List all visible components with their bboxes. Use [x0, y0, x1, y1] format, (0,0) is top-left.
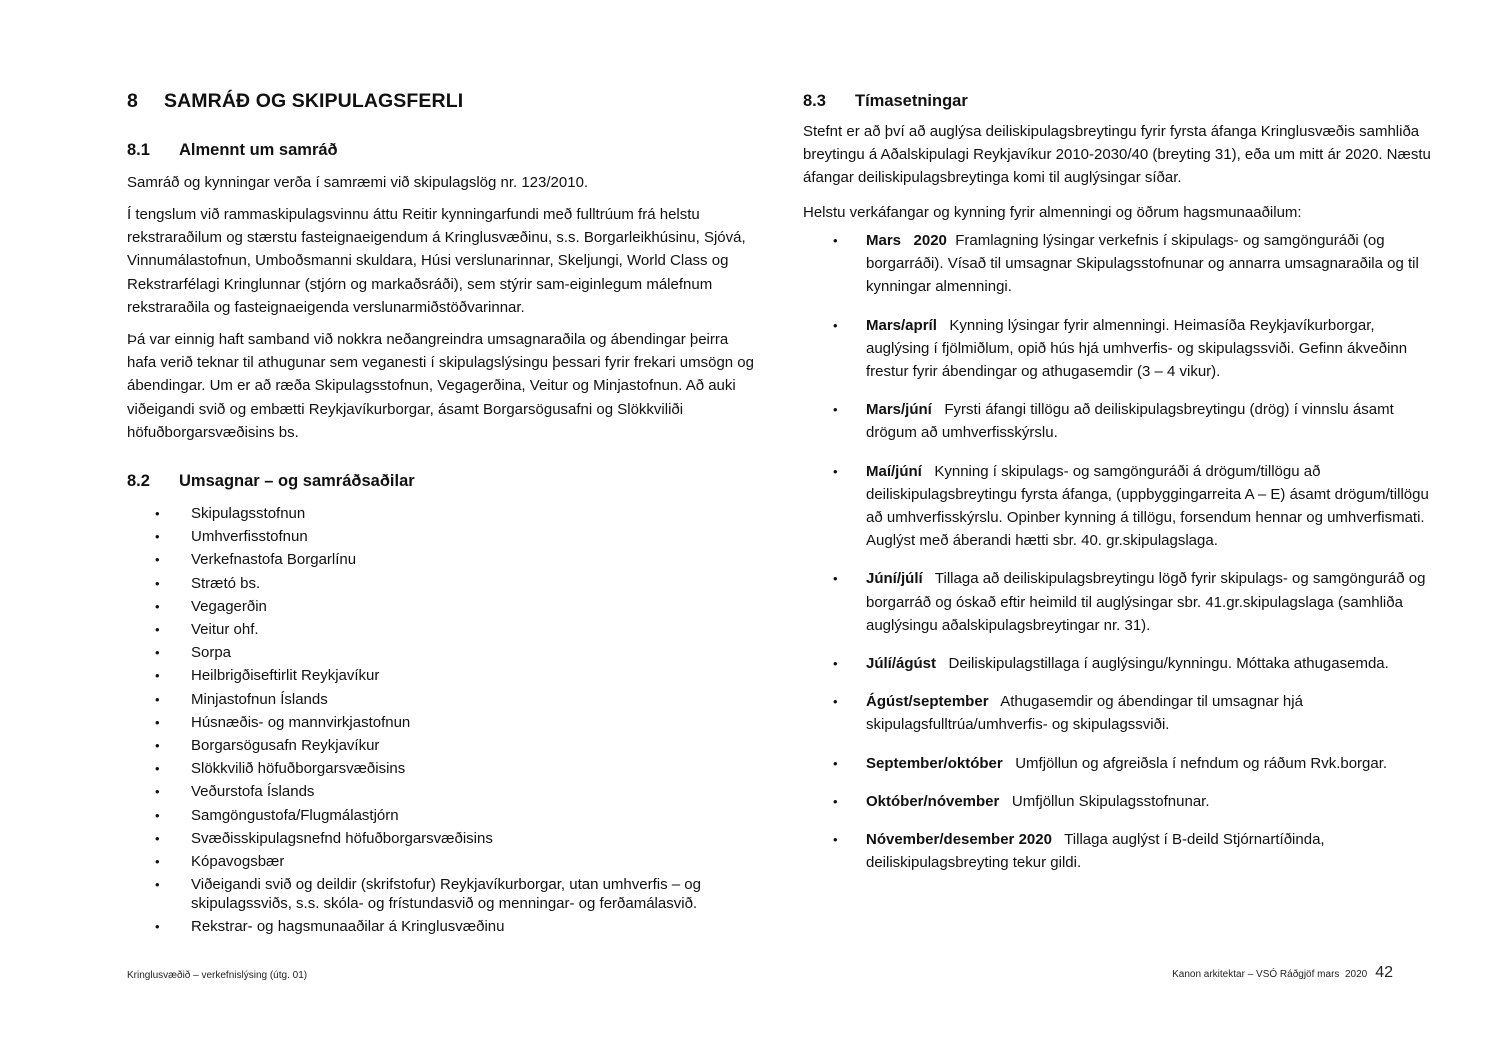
list-item	[127, 711, 757, 734]
timeline-item	[803, 690, 1433, 736]
list-item-text: Skipulagsstofnun	[191, 505, 306, 522]
bullet-icon: •	[155, 668, 160, 684]
bullet-icon: •	[155, 854, 160, 870]
list-item	[127, 572, 757, 595]
list-item-text: Vegagerðin	[191, 597, 267, 615]
bullet-icon: •	[155, 714, 160, 730]
paragraph: Stefnt er að því að auglýsa deiliskipulagsbreytingu fyrir fyrsta áfanga Kringlusvæðis samhliða breytingu á Aðalskipulagi Reykjavíkur 2010-2030/40 (breyting 31), eða um mitt ár 2020. Næstu áfangar deiliskipulagsbreytinga komi til auglýsingar síðar.	[803, 123, 1431, 187]
list-item-text: Borgarsögusafn Reykjavíkur	[191, 737, 380, 755]
timeline-item	[803, 790, 1433, 813]
bullet-icon: •	[155, 552, 160, 568]
list-item-text: Slökkvilið höfuðborgarsvæðisins	[191, 760, 406, 778]
list-item-text: Sorpa	[191, 644, 232, 662]
timeline-term: Maí/júní	[866, 462, 922, 480]
bullet-icon: •	[833, 463, 838, 479]
list-item	[127, 688, 757, 711]
chapter-title: SAMRÁÐ OG SKIPULAGSFERLI	[164, 90, 464, 112]
bullet-icon: •	[155, 598, 160, 614]
list-item	[127, 618, 757, 641]
bullet-icon: •	[155, 529, 160, 545]
section-8-2-heading	[127, 472, 415, 491]
list-item-text: Strætó bs.	[191, 574, 261, 592]
timeline-text: Tillaga að deiliskipulagsbreytingu lögð fyrir skipulags- og samgönguráð og borgarráð og óskað eftir heimild til auglýsingar sbr. 41.gr.skipulagslaga (samhliða auglýsingu aðalskipulagsbreytingar nr. 31).	[866, 570, 1426, 634]
list-item-text: Verkefnastofa Borgarlínu	[191, 551, 357, 569]
chapter-number: 8	[127, 90, 138, 112]
bullet-icon: •	[155, 807, 160, 823]
bullet-icon: •	[833, 832, 838, 848]
timeline-item	[803, 460, 1433, 553]
timeline-text: Framlagning lýsingar verkefnis í skipulags- og samgönguráði (og borgarráði). Vísað til umsagnar Skipulagsstofnunar og annarra umsagnaraðila og til kynningar almenningi.	[866, 232, 1419, 296]
bullet-icon: •	[833, 656, 838, 672]
list-item	[127, 664, 757, 687]
list-item-text: Samgöngustofa/Flugmálastjórn	[191, 806, 399, 824]
paragraph: Samráð og kynningar verða í samræmi við skipulagslög nr. 123/2010.	[127, 174, 589, 191]
section-title: Tímasetningar	[855, 92, 968, 110]
section-number: 8.1	[127, 141, 150, 159]
list-item	[127, 804, 757, 827]
timeline-term: Nóvember/desember 2020	[866, 831, 1052, 849]
section-8-1-heading	[127, 141, 338, 160]
list-item	[127, 827, 757, 850]
bullet-icon: •	[833, 233, 838, 248]
timeline-term: Mars 2020	[866, 232, 947, 249]
list-item-text: Viðeigandi svið og deildir (skrifstofur) Reykjavíkurborgar, utan umhverfis – og skipulagssviðs, s.s. skóla- og frístundasvið og menningar- og ferðamálasvið.	[191, 876, 701, 913]
timeline-list	[803, 229, 1433, 874]
timeline-item	[803, 229, 1433, 299]
list-item	[127, 548, 757, 571]
list-item	[127, 757, 757, 780]
list-item	[127, 734, 757, 757]
timeline-item	[803, 567, 1433, 637]
section-title: Umsagnar – og samráðsaðilar	[179, 472, 415, 490]
timeline-item	[803, 652, 1433, 675]
timeline-term: Mars/júní	[866, 401, 932, 419]
list-item-text: Rekstrar- og hagsmunaaðilar á Kringlusvæðinu	[191, 918, 505, 936]
list-item	[127, 915, 757, 938]
list-item-text: Heilbrigðiseftirlit Reykjavíkur	[191, 667, 380, 685]
bullet-icon: •	[833, 755, 838, 771]
bullet-icon: •	[833, 793, 838, 809]
list-item-text: Veðurstofa Íslands	[191, 783, 315, 801]
section-title: Almennt um samráð	[179, 141, 338, 159]
page-number: 42	[1375, 964, 1393, 981]
timeline-term: Október/nóvember	[866, 792, 1000, 810]
list-item	[127, 780, 757, 803]
bullet-icon: •	[155, 738, 160, 754]
chapter-heading	[127, 90, 463, 113]
timeline-item	[803, 752, 1433, 775]
timeline-term: September/október	[866, 754, 1003, 772]
bullet-icon: •	[155, 784, 160, 800]
list-item-text: Minjastofnun Íslands	[191, 690, 328, 708]
list-item	[127, 850, 757, 873]
paragraph: Í tengslum við rammaskipulagsvinnu áttu Reitir kynningarfundi með fulltrúum frá helstu rekstraraðilum og stærstu fasteignaeigendum á Kringlusvæðinu, s.s. Borgarleikhúsinu, Sjóvá, Vinnumálastofnun, Umboðsmanni skuldara, Húsi verslunarinnar, Skeljungi, World Class og Rekstrarfélagi Kringlunnar (stjórn og markaðsráði), sem stýrir sam-eiginlegum málefnum rekstraraðila og fasteignaeigenda verslunarmiðstöðvarinnar.	[127, 206, 746, 316]
bullet-icon: •	[155, 761, 160, 777]
section-8-3-heading	[803, 92, 968, 111]
timeline-term: Mars/apríl	[866, 316, 937, 334]
timeline-item	[803, 828, 1433, 874]
paragraph: Helstu verkáfangar og kynning fyrir almenningi og öðrum hagsmunaaðilum:	[803, 204, 1302, 221]
footer-credits	[1172, 964, 1393, 982]
section-number: 8.3	[803, 92, 826, 110]
bullet-icon: •	[155, 645, 160, 661]
timeline-text: Fyrsti áfangi tillögu að deiliskipulagsbreytingu (drög) í vinnslu ásamt drögum að umhverfisskýrslu.	[866, 401, 1394, 442]
stakeholder-list	[127, 502, 757, 938]
timeline-term: Ágúst/september	[866, 693, 989, 711]
bullet-icon: •	[155, 575, 160, 591]
list-item	[127, 873, 757, 915]
bullet-icon: •	[155, 877, 160, 893]
timeline-item	[803, 398, 1433, 444]
bullet-icon: •	[155, 506, 160, 521]
footer-document-title: Kringlusvæðið – verkefnislýsing (útg. 01)	[127, 970, 308, 981]
timeline-text: Tillaga auglýst í B-deild Stjórnartíðinda, deiliskipulagsbreyting tekur gildi.	[866, 831, 1325, 872]
list-item-text: Veitur ohf.	[191, 621, 259, 639]
bullet-icon: •	[833, 694, 838, 710]
list-item	[127, 502, 757, 525]
timeline-term: Júní/júlí	[866, 570, 923, 588]
timeline-text: Umfjöllun Skipulagsstofnunar.	[1011, 792, 1210, 810]
footer-authors: Kanon arkitektar – VSÓ Ráðgjöf mars 2020	[1172, 969, 1368, 980]
list-item-text: Svæðisskipulagsnefnd höfuðborgarsvæðisins	[191, 829, 493, 847]
timeline-text: Umfjöllun og afgreiðsla í nefndum og ráðum Rvk.borgar.	[1015, 754, 1388, 772]
bullet-icon: •	[833, 571, 838, 587]
list-item	[127, 595, 757, 618]
bullet-icon: •	[155, 691, 160, 707]
list-item-text: Húsnæðis- og mannvirkjastofnun	[191, 713, 411, 731]
list-item	[127, 641, 757, 664]
bullet-icon: •	[833, 402, 838, 418]
timeline-text: Kynning lýsingar fyrir almenningi. Heimasíða Reykjavíkurborgar, auglýsing í fjölmiðlum, opið hús hjá umhverfis- og skipulagssviði. Gefinn ákveðinn frestur fyrir ábendingar og athugasemdir (3 – 4 vikur).	[866, 316, 1408, 381]
timeline-term: Júlí/ágúst	[866, 655, 937, 673]
section-number: 8.2	[127, 472, 150, 490]
bullet-icon: •	[833, 317, 838, 333]
paragraph: Þá var einnig haft samband við nokkra neðangreindra umsagnaraðila og ábendingar þeirra hafa verið teknar til athugunar sem veganesti í skipulagslýsingu þessari fyrir frekari umsögn og ábendingar. Um er að ræða Skipulagsstofnun, Vegagerðina, Veitur og Minjastofnun. Að auki viðeigandi svið og embætti Reykjavíkurborgar, ásamt Borgarsögusafni og Slökkviliði höfuðborgarsvæðisins bs.	[127, 331, 754, 441]
bullet-icon: •	[155, 622, 160, 638]
timeline-text: Kynning í skipulags- og samgönguráði á drögum/tillögu að deiliskipulagsbreytingu fyrsta áfanga, (uppbyggingarreita A – E) ásamt drögum/tillögu að umhverfisskýrslu. Opinber kynning á tillögu, forsendum hennar og umhverfismati. Auglýst með áberandi hætti sbr. 40. gr.skipulagslaga.	[866, 462, 1429, 550]
list-item	[127, 525, 757, 548]
list-item-text: Kópavogsbær	[191, 853, 285, 871]
bullet-icon: •	[155, 919, 160, 935]
list-item-text: Umhverfisstofnun	[191, 528, 308, 546]
timeline-text: Deiliskipulagstillaga í auglýsingu/kynningu. Móttaka athugasemda.	[948, 655, 1389, 673]
bullet-icon: •	[155, 830, 160, 846]
timeline-item	[803, 314, 1433, 384]
timeline-text: Athugasemdir og ábendingar til umsagnar hjá skipulagsfulltrúa/umhverfis- og skipulagssviði.	[866, 693, 1303, 734]
